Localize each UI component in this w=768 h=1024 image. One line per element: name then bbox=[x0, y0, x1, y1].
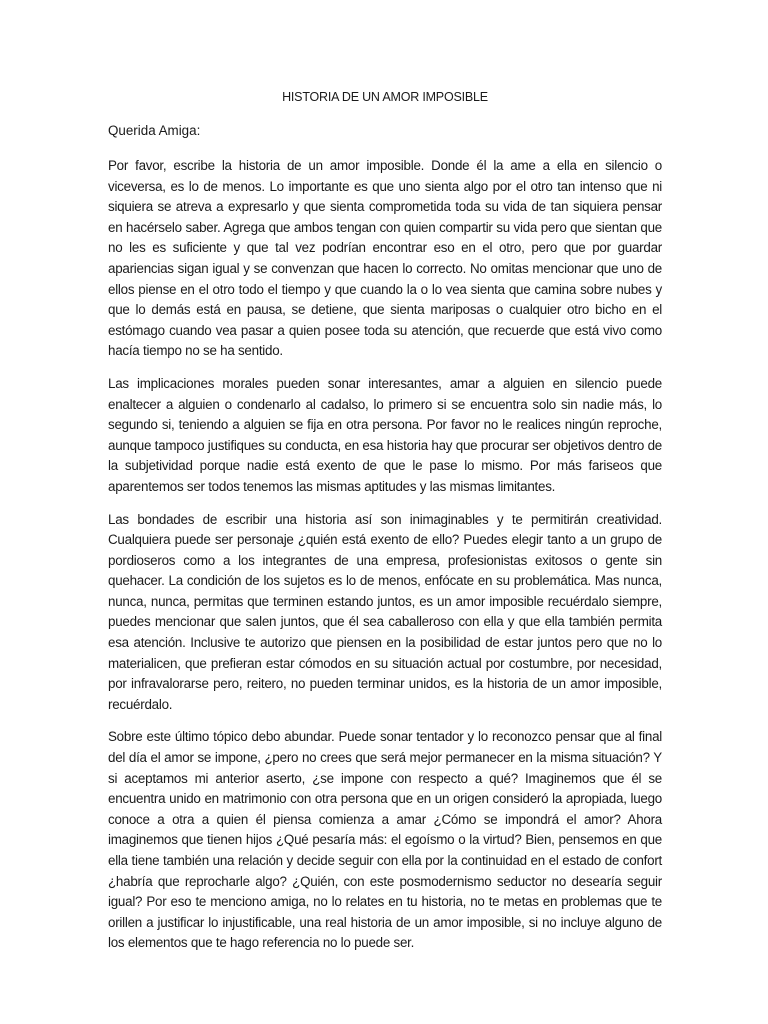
document-page bbox=[108, 88, 662, 966]
document-title: HISTORIA DE UN AMOR IMPOSIBLE bbox=[282, 90, 488, 104]
paragraph-1: Por favor, escribe la historia de un amor imposible. Donde él la ame a ella en silencio o viceversa, es lo de menos. Lo importante es que uno sienta algo por el otro tan intenso que ni siquiera se atreva a expresarlo y que sienta comprometida toda su vida de tan siquiera pensar en hacérselo saber. Agrega que ambos tengan con quien compartir su vida pero que sientan que no les es suficiente y que tal vez podrían encontrar eso en el otro, pero que por guardar apariencias sigan igual y se convenzan que hacen lo correcto. No omitas mencionar que uno de ellos piense en el otro todo el tiempo y que cuando la o lo vea sienta que camina sobre nubes y que lo demás está en pausa, se detiene, que sienta mariposas o cualquier otro bicho en el estómago cuando vea pasar a quien posee toda su atención, que recuerde que está vivo como hacía tiempo no se ha sentido. bbox=[108, 158, 662, 359]
greeting: Querida Amiga: bbox=[108, 123, 201, 138]
paragraph-3: Las bondades de escribir una historia así son inimaginables y te permitirán creatividad. Cualquiera puede ser personaje ¿quién está exento de ello? Puedes elegir tanto a un grupo de pordioseros como a los integrantes de una empresa, profesionistas exitosos o gente sin quehacer. La condición de los sujetos es lo de menos, enfócate en su problemática. Mas nunca, nunca, nunca, permitas que terminen estando juntos, es un amor imposible recuérdalo siempre, puedes mencionar que salen juntos, que él sea caballeroso con ella y que ella también permita esa atención. Inclusive te autorizo que piensen en la posibilidad de estar juntos pero que no lo materialicen, que prefieran estar cómodos en su situación actual por costumbre, por necesidad, por infravalorarse pero, reitero, no pueden terminar unidos, es la historia de un amor imposible, recuérdalo. bbox=[108, 511, 662, 712]
paragraph-4: Sobre este último tópico debo abundar. Puede sonar tentador y lo reconozco pensar que al final del día el amor se impone, ¿pero no crees que será mejor permanecer en la misma situación? Y si aceptamos mi anterior aserto, ¿se impone con respecto a qué? Imaginemos que él se encuentra unido en matrimonio con otra persona que en un origen consideró la apropiada, luego conoce a otra a quien él piensa comienza a amar ¿Cómo se impondrá el amor? Ahora imaginemos que tienen hijos ¿Qué pesaría más: el egoísmo o la virtud? Bien, pensemos en que ella tiene también una relación y decide seguir con ella por la continuidad en el estado de confort ¿habría que reprocharle algo? ¿Quién, con este posmodernismo seductor no desearía seguir igual? Por eso te menciono amiga, no lo relates en tu historia, no te metas en problemas que te orillen a justificar lo injustificable, una real historia de un amor imposible, si no incluye alguno de los elementos que te hago referencia no lo puede ser. bbox=[108, 729, 662, 951]
paragraph-2: Las implicaciones morales pueden sonar interesantes, amar a alguien en silencio puede enaltecer a alguien o condenarlo al cadalso, lo primero si se encuentra solo sin nadie más, lo segundo si, teniendo a alguien se fija en otra persona. Por favor no le realices ningún reproche, aunque tampoco justifiques su conducta, en esa historia hay que procurar ser objetivos dentro de la subjetividad porque nadie está exento de que le pase lo mismo. Por más fariseos que aparentemos ser todos tenemos las mismas aptitudes y las mismas limitantes. bbox=[108, 375, 662, 494]
